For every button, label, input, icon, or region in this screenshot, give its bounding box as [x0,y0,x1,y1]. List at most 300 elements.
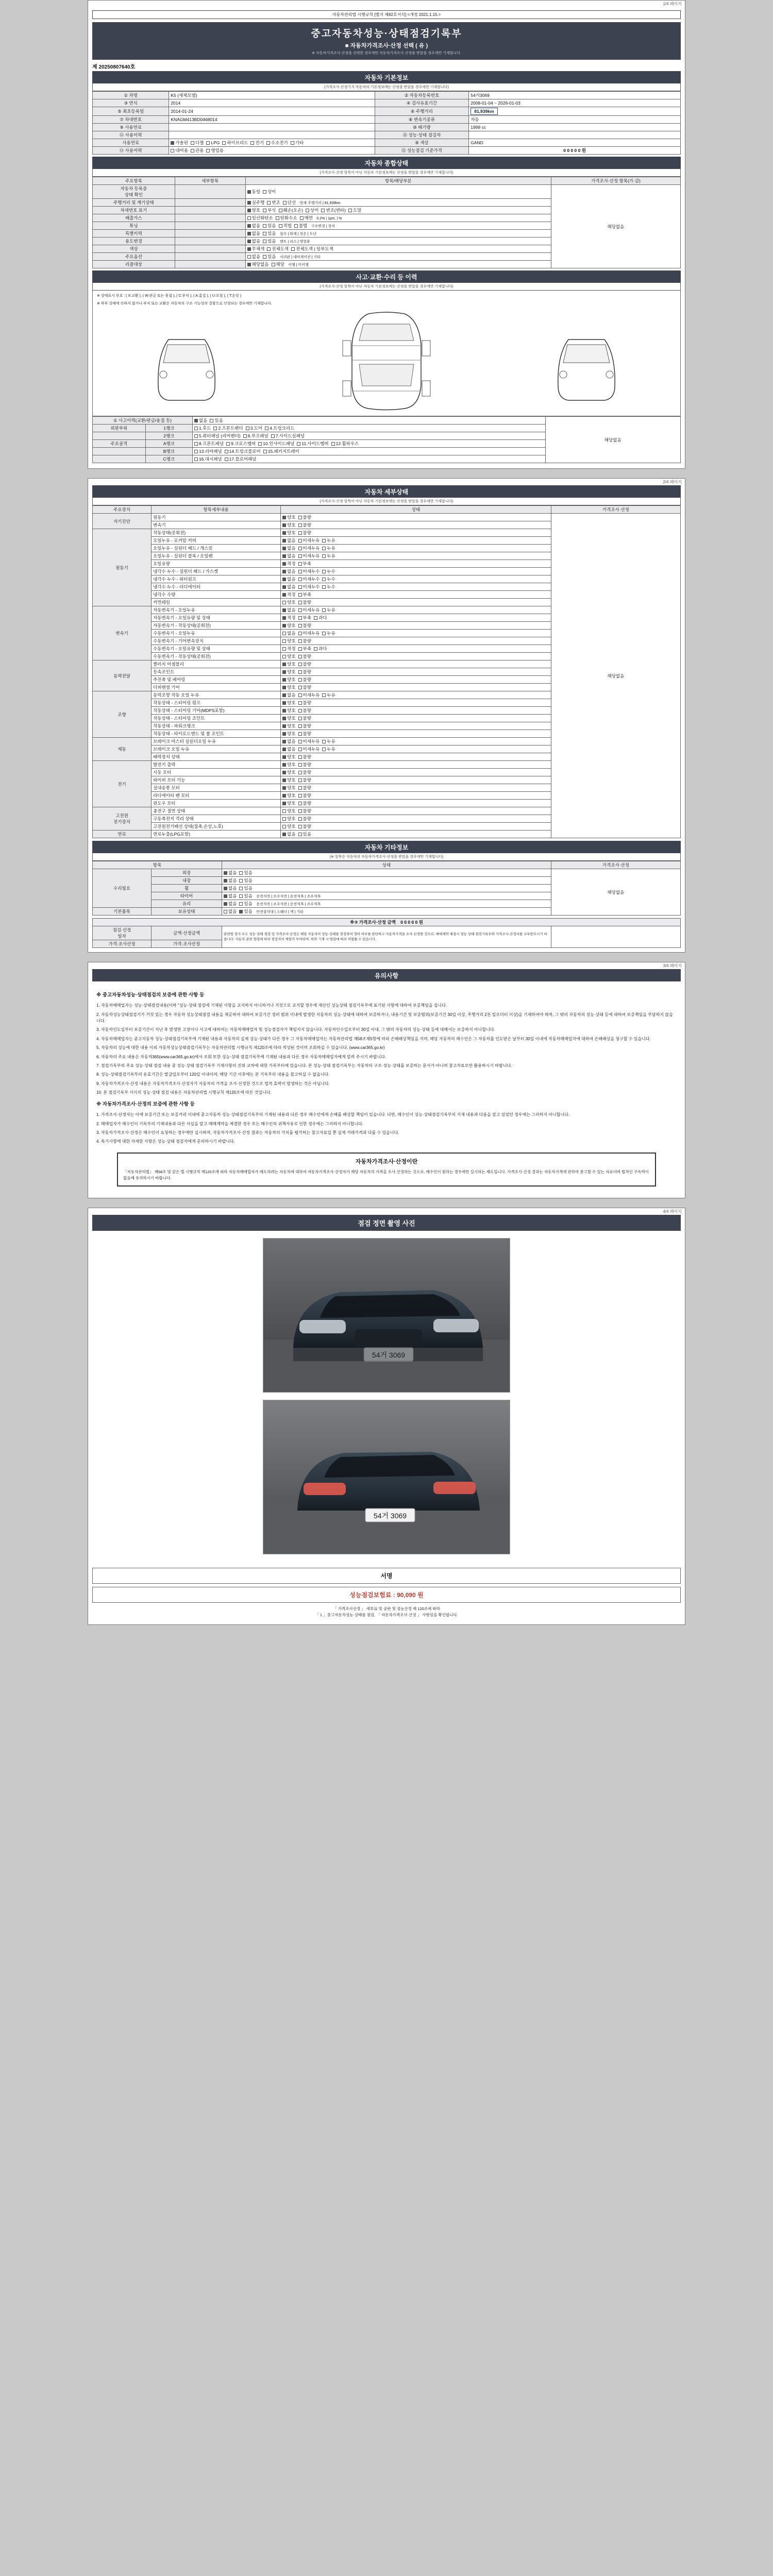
detail-1-7-checkbox-1[interactable] [298,585,302,589]
detail-6-5-option-0[interactable]: 양호 [282,800,295,806]
detail-7-2-option-0[interactable]: 양호 [282,823,295,829]
detail-4-3-option-1[interactable]: 불량 [298,715,311,721]
detail-1-0-checkbox-1[interactable] [298,531,302,535]
detail-7-0-option-1[interactable]: 불량 [298,808,311,814]
detail-1-6-option-1[interactable]: 미세누수 [298,576,320,582]
detail-5-1-checkbox-2[interactable] [322,748,326,751]
overall-2-option-2[interactable]: 훼손(오손) [279,207,304,213]
etc-0-checkbox-1[interactable] [239,871,243,875]
detail-6-3-option-0[interactable]: 양호 [282,785,295,791]
detail-4-0-checkbox-2[interactable] [322,693,326,697]
accident-item-0-2[interactable]: 3.도어 [246,425,263,431]
detail-1-8-option-0[interactable]: 적정 [282,591,295,598]
overall-1-option-2[interactable]: 단선 [283,199,296,206]
overall-7-checkbox-0[interactable] [247,247,251,251]
detail-state-6-1[interactable] [281,769,551,776]
detail-5-1-checkbox-0[interactable] [282,748,286,751]
detail-state-1-2[interactable] [281,545,551,552]
detail-1-6-checkbox-1[interactable] [298,578,302,581]
detail-1-5-checkbox-2[interactable] [322,570,326,573]
fuel-checkbox-4[interactable] [250,141,254,145]
overall-7-option-1[interactable]: 전체도색 [267,246,289,252]
detail-7-2-checkbox-0[interactable] [282,825,286,828]
detail-2-4-checkbox-0[interactable] [282,639,286,643]
detail-6-1-option-1[interactable]: 불량 [298,769,311,775]
detail-state-6-3[interactable] [281,784,551,792]
etc-2-checkbox-1[interactable] [239,887,243,890]
detail-5-0-checkbox-2[interactable] [322,740,326,743]
detail-3-0-checkbox-1[interactable] [298,663,302,666]
etc-3-option-1[interactable]: 있음 [239,893,252,899]
detail-4-0-checkbox-0[interactable] [282,693,286,697]
accident-item-checkbox-2-3[interactable] [297,442,300,446]
detail-2-5-option-0[interactable]: 적정 [282,646,295,652]
fuel-checkbox-6[interactable] [291,141,294,145]
accident-item-2-0[interactable]: 8.프론트패널 [194,440,224,447]
detail-1-1-option-0[interactable]: 없음 [282,537,295,544]
usage-option-2[interactable]: 영업용 [206,147,224,154]
detail-6-2-option-1[interactable]: 불량 [298,777,311,783]
overall-2-option-4[interactable]: 변조(변타) [321,207,346,213]
detail-state-2-6[interactable] [281,653,551,660]
detail-state-3-3[interactable] [281,684,551,691]
detail-1-3-checkbox-2[interactable] [322,554,326,558]
detail-6-4-option-0[interactable]: 양호 [282,792,295,799]
etc-3-checkbox-1[interactable] [239,894,243,898]
detail-4-0-option-1[interactable]: 미세누유 [298,692,320,698]
overall-8-option-1[interactable]: 있음 [263,253,276,260]
accident-item-0-1[interactable]: 2.프론트펜더 [213,425,243,431]
detail-7-1-checkbox-1[interactable] [298,817,302,821]
detail-4-5-option-1[interactable]: 불량 [298,731,311,737]
detail-4-3-checkbox-0[interactable] [282,717,286,720]
fuel-option-4[interactable]: 전기 [250,140,263,146]
accident-item-2-1[interactable]: 9.크로스멤버 [226,440,256,447]
detail-2-5-checkbox-2[interactable] [314,647,317,651]
detail-7-2-checkbox-1[interactable] [298,825,302,828]
accident-item-checkbox-3-2[interactable] [263,450,267,453]
detail-3-0-checkbox-0[interactable] [282,663,286,666]
detail-2-3-checkbox-1[interactable] [298,632,302,635]
etc-state-0[interactable] [222,869,551,877]
accident-item-checkbox-1-2[interactable] [271,434,275,438]
detail-state-4-0[interactable] [281,691,551,699]
etc-1-checkbox-0[interactable] [224,879,227,883]
accident-items-0[interactable] [192,425,545,432]
overall-7-checkbox-1[interactable] [267,247,271,251]
overall-4-checkbox-3[interactable] [294,224,298,228]
detail-state-1-8[interactable] [281,591,551,599]
overall-state-6[interactable] [245,238,551,245]
detail-5-0-checkbox-1[interactable] [298,740,302,743]
overall-1-checkbox-0[interactable] [247,201,251,205]
fuel-checkbox-0[interactable] [171,141,174,145]
accident-history-checkbox-1[interactable] [210,419,213,422]
overall-2-checkbox-4[interactable] [321,209,325,212]
overall-4-option-1[interactable]: 있음 [263,223,276,229]
overall-2-option-5[interactable]: 도말 [348,207,361,213]
etc-4-checkbox-1[interactable] [239,902,243,906]
overall-7-option-2[interactable]: 전체도색 | 일부도색 [291,246,333,252]
overall-4-option-2[interactable]: 적법 [279,223,292,229]
detail-2-1-option-0[interactable]: 적정 [282,615,295,621]
detail-1-6-checkbox-0[interactable] [282,578,286,581]
detail-1-3-checkbox-0[interactable] [282,554,286,558]
accident-item-checkbox-0-0[interactable] [194,427,198,430]
detail-4-2-checkbox-0[interactable] [282,709,286,713]
detail-1-5-option-1[interactable]: 미세누수 [298,568,320,574]
detail-2-1-checkbox-0[interactable] [282,616,286,620]
detail-1-4-checkbox-0[interactable] [282,562,286,566]
overall-2-option-3[interactable]: 상이 [306,207,318,213]
detail-state-7-1[interactable] [281,815,551,823]
accident-item-checkbox-4-0[interactable] [194,457,198,461]
etc-state-2[interactable] [222,885,551,892]
basic-value-1-b[interactable]: 2008-01-04 ~ 2026-01-03 [469,99,681,107]
detail-state-6-2[interactable] [281,776,551,784]
detail-1-2-checkbox-2[interactable] [322,547,326,550]
detail-3-3-checkbox-0[interactable] [282,686,286,689]
detail-1-1-checkbox-2[interactable] [322,539,326,543]
overall-5-checkbox-0[interactable] [247,232,251,235]
detail-6-3-checkbox-0[interactable] [282,786,286,790]
usage-option-0[interactable]: 대여용 [171,147,188,154]
basic-value-fuel[interactable] [169,139,375,147]
detail-5-2-checkbox-1[interactable] [298,755,302,759]
accident-history-checkbox-0[interactable] [194,419,198,422]
detail-0-0-option-0[interactable]: 양호 [282,514,295,520]
detail-3-3-option-1[interactable]: 불량 [298,684,311,690]
overall-state-1[interactable] [245,199,551,207]
detail-5-2-option-1[interactable]: 불량 [298,754,311,760]
detail-state-2-0[interactable] [281,606,551,614]
detail-4-2-option-0[interactable]: 양호 [282,707,295,714]
fuel-checkbox-2[interactable] [206,141,210,145]
etc-0-option-0[interactable]: 없음 [224,870,237,876]
etc-5-option-1[interactable]: 있음 [239,908,252,914]
detail-5-1-checkbox-1[interactable] [298,748,302,751]
etc-1-checkbox-1[interactable] [239,879,243,883]
basic-value-usage[interactable] [169,147,375,155]
detail-4-1-option-1[interactable]: 불량 [298,700,311,706]
overall-5-option-1[interactable]: 있음 [263,230,276,236]
detail-6-3-checkbox-1[interactable] [298,786,302,790]
accident-items-2[interactable] [192,440,545,448]
detail-6-0-option-0[interactable]: 양호 [282,761,295,768]
detail-1-4-option-0[interactable]: 적정 [282,561,295,567]
overall-state-9[interactable] [245,261,551,268]
detail-2-4-option-1[interactable]: 불량 [298,638,311,644]
accident-item-checkbox-2-4[interactable] [331,442,335,446]
detail-1-1-option-1[interactable]: 미세누유 [298,537,320,544]
overall-8-checkbox-1[interactable] [263,255,266,259]
detail-2-3-option-2[interactable]: 누유 [322,630,335,636]
detail-1-7-checkbox-0[interactable] [282,585,286,589]
etc-state-1[interactable] [222,877,551,885]
etc-5-checkbox-0[interactable] [224,910,227,913]
overall-1-checkbox-2[interactable] [283,201,287,205]
detail-3-1-checkbox-1[interactable] [298,670,302,674]
basic-value-3-a[interactable]: KNAGM413BD0468014 [169,116,375,124]
detail-3-2-checkbox-1[interactable] [298,678,302,682]
overall-state-5[interactable] [245,230,551,238]
detail-2-3-checkbox-0[interactable] [282,632,286,635]
detail-state-0-1[interactable] [281,521,551,529]
detail-1-2-option-1[interactable]: 미세누유 [298,545,320,551]
detail-5-1-option-0[interactable]: 없음 [282,746,295,752]
accident-item-2-3[interactable]: 11.사이드멤버 [297,440,328,447]
overall-0-option-0[interactable]: 동일 [247,189,260,195]
detail-6-0-checkbox-0[interactable] [282,763,286,767]
detail-2-0-checkbox-2[interactable] [322,608,326,612]
detail-2-5-option-2[interactable]: 과다 [314,646,327,652]
detail-6-5-option-1[interactable]: 불량 [298,800,311,806]
overall-3-checkbox-0[interactable] [247,216,251,220]
detail-1-5-checkbox-0[interactable] [282,570,286,573]
detail-1-7-checkbox-2[interactable] [322,585,326,589]
detail-state-1-9[interactable] [281,599,551,606]
etc-4-option-1[interactable]: 있음 [239,901,252,907]
basic-value-5-a[interactable] [169,131,375,139]
detail-1-6-option-0[interactable]: 없음 [282,576,295,582]
detail-state-0-0[interactable] [281,514,551,521]
fuel-checkbox-3[interactable] [222,141,226,145]
accident-item-1-1[interactable]: 6.루프패널 [243,433,268,439]
detail-state-1-3[interactable] [281,552,551,560]
detail-state-3-0[interactable] [281,660,551,668]
etc-5-option-0[interactable]: 없음 [224,908,237,914]
detail-state-2-2[interactable] [281,622,551,630]
etc-0-checkbox-0[interactable] [224,871,227,875]
detail-6-0-option-1[interactable]: 불량 [298,761,311,768]
overall-9-option-0[interactable]: 해당없음 [247,261,269,267]
detail-4-0-option-0[interactable]: 없음 [282,692,295,698]
detail-5-2-checkbox-0[interactable] [282,755,286,759]
detail-2-1-checkbox-1[interactable] [298,616,302,620]
overall-4-checkbox-1[interactable] [263,224,266,228]
basic-value-5-b[interactable] [469,131,681,139]
detail-state-3-2[interactable] [281,676,551,684]
detail-3-0-option-0[interactable]: 양호 [282,661,295,667]
overall-2-checkbox-3[interactable] [306,209,309,212]
overall-2-checkbox-2[interactable] [279,209,282,212]
detail-0-1-checkbox-0[interactable] [282,523,286,527]
detail-7-0-option-0[interactable]: 양호 [282,808,295,814]
detail-1-2-option-0[interactable]: 없음 [282,545,295,551]
detail-1-8-checkbox-1[interactable] [298,593,302,597]
detail-state-2-1[interactable] [281,614,551,622]
fuel-checkbox-5[interactable] [266,141,270,145]
detail-2-2-option-1[interactable]: 불량 [298,622,311,629]
accident-item-3-0[interactable]: 13.리어패널 [194,448,222,454]
overall-9-checkbox-0[interactable] [247,263,251,266]
overall-3-checkbox-1[interactable] [276,216,279,220]
overall-6-option-0[interactable]: 없음 [247,238,260,244]
accident-items-3[interactable] [192,448,545,455]
detail-6-5-checkbox-0[interactable] [282,802,286,805]
detail-2-6-option-1[interactable]: 불량 [298,653,311,659]
basic-value-2-b[interactable]: 81,939km [469,107,681,116]
detail-6-1-checkbox-0[interactable] [282,771,286,774]
detail-4-4-checkbox-0[interactable] [282,724,286,728]
accident-history-value[interactable] [192,417,545,425]
etc-3-option-0[interactable]: 없음 [224,893,237,899]
detail-5-0-option-1[interactable]: 미세누유 [298,738,320,744]
overall-3-option-0[interactable]: 일산화탄소 [247,215,273,221]
accident-item-checkbox-1-0[interactable] [194,434,198,438]
usage-checkbox-1[interactable] [191,149,194,152]
detail-state-8-0[interactable] [281,831,551,838]
detail-1-3-option-1[interactable]: 미세누유 [298,553,320,559]
detail-2-4-checkbox-1[interactable] [298,639,302,643]
overall-9-option-1[interactable]: 해당 [272,261,284,267]
detail-4-2-checkbox-1[interactable] [298,709,302,713]
detail-state-1-5[interactable] [281,568,551,575]
basic-value-3-b[interactable]: 자동 [469,116,681,124]
usage-option-1[interactable]: 관용 [191,147,204,154]
basic-value-2-a[interactable]: 2014-01-24 [169,107,375,116]
detail-state-1-6[interactable] [281,575,551,583]
detail-state-4-4[interactable] [281,722,551,730]
detail-1-4-option-1[interactable]: 부족 [298,561,311,567]
accident-item-0-3[interactable]: 4.트렁크리드 [265,425,294,431]
detail-4-5-checkbox-1[interactable] [298,732,302,736]
detail-0-0-checkbox-0[interactable] [282,516,286,519]
overall-3-checkbox-2[interactable] [300,216,304,220]
accident-item-0-0[interactable]: 1.후드 [194,425,211,431]
detail-5-1-option-2[interactable]: 누유 [322,746,335,752]
overall-2-checkbox-1[interactable] [263,209,266,212]
etc-2-option-0[interactable]: 없음 [224,885,237,891]
detail-state-7-2[interactable] [281,823,551,831]
etc-4-option-0[interactable]: 없음 [224,901,237,907]
fuel-option-6[interactable]: 기타 [291,140,304,146]
accident-item-checkbox-0-3[interactable] [265,427,268,430]
basic-value-color[interactable]: GAND [469,139,681,147]
accident-items-4[interactable] [192,455,545,463]
detail-5-2-option-0[interactable]: 양호 [282,754,295,760]
detail-1-3-option-2[interactable]: 누유 [322,553,335,559]
detail-4-5-option-0[interactable]: 양호 [282,731,295,737]
detail-4-3-checkbox-1[interactable] [298,717,302,720]
detail-7-1-option-1[interactable]: 불량 [298,816,311,822]
detail-1-0-option-0[interactable]: 양호 [282,530,295,536]
detail-state-2-4[interactable] [281,637,551,645]
detail-7-2-option-1[interactable]: 불량 [298,823,311,829]
fuel-option-0[interactable]: 가솔린 [171,140,188,146]
detail-2-0-option-0[interactable]: 없음 [282,607,295,613]
detail-6-4-option-1[interactable]: 불량 [298,792,311,799]
detail-4-3-option-0[interactable]: 양호 [282,715,295,721]
overall-6-checkbox-0[interactable] [247,240,251,243]
overall-4-option-3[interactable]: 불법 [294,223,307,229]
usage-checkbox-2[interactable] [206,149,210,152]
accident-item-1-2[interactable]: 7.사이드실패널 [271,433,305,439]
detail-state-5-0[interactable] [281,738,551,745]
detail-2-6-checkbox-0[interactable] [282,655,286,658]
detail-7-0-checkbox-1[interactable] [298,809,302,813]
detail-4-2-option-1[interactable]: 불량 [298,707,311,714]
basic-value-validity[interactable]: 0 0 0 0 0 원 [469,147,681,155]
overall-8-option-0[interactable]: 없음 [247,253,260,260]
detail-2-1-option-1[interactable]: 부족 [298,615,311,621]
detail-3-1-option-1[interactable]: 불량 [298,669,311,675]
etc-state-5[interactable] [222,908,551,916]
detail-state-6-0[interactable] [281,761,551,769]
overall-3-option-2[interactable]: 매연 [300,215,313,221]
detail-4-4-option-0[interactable]: 양호 [282,723,295,729]
accident-item-checkbox-0-2[interactable] [246,427,249,430]
detail-5-1-option-1[interactable]: 미세누유 [298,746,320,752]
accident-items-1[interactable] [192,432,545,440]
detail-state-6-5[interactable] [281,800,551,807]
detail-1-7-option-2[interactable]: 누수 [322,584,335,590]
detail-state-1-1[interactable] [281,537,551,545]
detail-1-6-checkbox-2[interactable] [322,578,326,581]
detail-state-2-5[interactable] [281,645,551,653]
overall-6-checkbox-1[interactable] [263,240,266,243]
basic-value-0-a[interactable]: K5 (세제모델) [169,92,375,99]
basic-value-0-b[interactable]: 54거3069 [469,92,681,99]
accident-item-checkbox-1-1[interactable] [243,434,247,438]
detail-8-0-option-0[interactable]: 없음 [282,831,295,837]
detail-2-6-option-0[interactable]: 양호 [282,653,295,659]
overall-0-option-1[interactable]: 상이 [263,189,276,195]
overall-6-option-1[interactable]: 있음 [263,238,276,244]
detail-state-3-1[interactable] [281,668,551,676]
detail-1-2-option-2[interactable]: 누유 [322,545,335,551]
accident-item-4-0[interactable]: 16.대시패널 [194,456,222,462]
detail-0-0-checkbox-1[interactable] [298,516,302,519]
detail-4-4-option-1[interactable]: 불량 [298,723,311,729]
accident-item-1-0[interactable]: 5.쿼터패널 (리어펜더) [194,433,241,439]
etc-0-option-1[interactable]: 있음 [239,870,252,876]
detail-4-0-checkbox-1[interactable] [298,693,302,697]
overall-state-0[interactable] [245,185,551,199]
overall-5-option-0[interactable]: 없음 [247,230,260,236]
overall-4-checkbox-0[interactable] [247,224,251,228]
detail-1-1-checkbox-0[interactable] [282,539,286,543]
overall-9-checkbox-1[interactable] [272,263,275,266]
detail-1-0-checkbox-0[interactable] [282,531,286,535]
detail-2-5-checkbox-1[interactable] [298,647,302,651]
overall-state-8[interactable] [245,253,551,261]
detail-1-2-checkbox-1[interactable] [298,547,302,550]
detail-2-5-checkbox-0[interactable] [282,647,286,651]
detail-4-0-option-2[interactable]: 누유 [322,692,335,698]
detail-0-1-checkbox-1[interactable] [298,523,302,527]
detail-1-4-checkbox-1[interactable] [298,562,302,566]
detail-2-3-checkbox-2[interactable] [322,632,326,635]
accident-item-checkbox-0-1[interactable] [213,427,217,430]
detail-2-1-checkbox-2[interactable] [314,616,317,620]
fuel-option-2[interactable]: LPG [206,140,220,145]
detail-6-2-checkbox-0[interactable] [282,778,286,782]
detail-1-5-option-0[interactable]: 없음 [282,568,295,574]
detail-4-4-checkbox-1[interactable] [298,724,302,728]
detail-7-1-checkbox-0[interactable] [282,817,286,821]
etc-state-4[interactable] [222,900,551,908]
detail-1-1-option-2[interactable]: 누유 [322,537,335,544]
accident-item-4-1[interactable]: 17.플로어패널 [225,456,257,462]
basic-value-4-a[interactable] [169,124,375,131]
detail-3-0-option-1[interactable]: 불량 [298,661,311,667]
overall-1-option-1[interactable]: 변조 [267,199,280,206]
detail-2-0-option-1[interactable]: 미세누유 [298,607,320,613]
accident-history-option-1[interactable]: 있음 [210,417,223,423]
etc-5-checkbox-1[interactable] [239,910,243,913]
accident-item-checkbox-4-1[interactable] [225,457,228,461]
